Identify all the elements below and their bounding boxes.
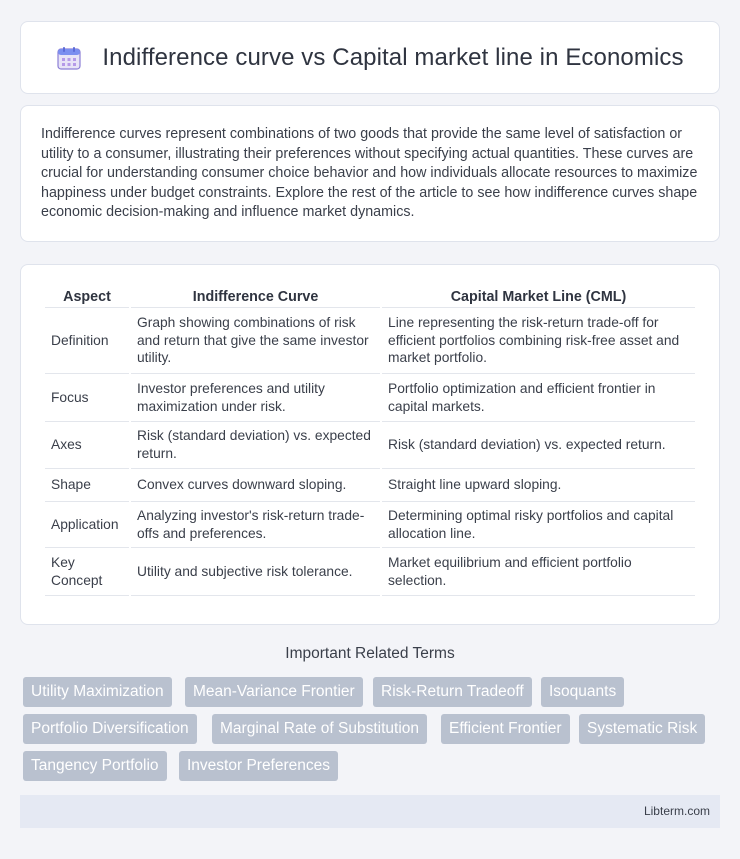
tag-risk-return-tradeoff[interactable]: Risk-Return Tradeoff bbox=[373, 677, 532, 707]
row-capital-market-line: Market equilibrium and efficient portfolio selection. bbox=[382, 548, 695, 596]
tag-investor-preferences[interactable]: Investor Preferences bbox=[179, 751, 338, 781]
row-indifference-curve: Convex curves downward sloping. bbox=[131, 469, 380, 502]
footer-brand[interactable]: Libterm.com bbox=[643, 804, 710, 818]
tag-tangency-portfolio[interactable]: Tangency Portfolio bbox=[23, 751, 167, 781]
page-title: Indifference curve vs Capital market line in Economics bbox=[102, 43, 684, 71]
footer bbox=[20, 795, 720, 828]
calendar-grid-icon bbox=[56, 45, 82, 71]
related-terms-title: Important Related Terms bbox=[285, 645, 455, 662]
tag-efficient-frontier[interactable]: Efficient Frontier bbox=[441, 714, 570, 744]
comparison-table bbox=[43, 285, 697, 596]
tag-portfolio-diversification[interactable]: Portfolio Diversification bbox=[23, 714, 197, 744]
row-capital-market-line: Risk (standard deviation) vs. expected return. bbox=[382, 422, 695, 469]
tag-utility-maximization[interactable]: Utility Maximization bbox=[23, 677, 172, 707]
row-aspect: Axes bbox=[45, 422, 129, 469]
row-indifference-curve: Graph showing combinations of risk and return that give the same investor utility. bbox=[131, 308, 380, 374]
table-row bbox=[45, 548, 695, 596]
row-aspect: Key Concept bbox=[45, 548, 129, 596]
header-capital-market-line: Capital Market Line (CML) bbox=[382, 285, 695, 308]
table-row bbox=[45, 469, 695, 502]
intro-card bbox=[20, 105, 720, 242]
intro-text: Indifference curves represent combinations of two goods that provide the same level of satisfaction or utility to a consumer, illustrating their preferences without specifying actual quantities. These curves are crucial for understanding consumer choice behavior and how individuals allocate resources to maximize happiness under budget constraints. Explore the rest of the article to see how indifference curves shape economic decision-making and influence market dynamics. bbox=[41, 126, 698, 221]
tag-mean-variance-frontier[interactable]: Mean-Variance Frontier bbox=[185, 677, 363, 707]
comparison-table-card bbox=[20, 264, 720, 625]
row-indifference-curve: Investor preferences and utility maximization under risk. bbox=[131, 374, 380, 422]
row-capital-market-line: Determining optimal risky portfolios and capital allocation line. bbox=[382, 502, 695, 548]
row-capital-market-line: Straight line upward sloping. bbox=[382, 469, 695, 502]
table-row bbox=[45, 374, 695, 422]
row-aspect: Shape bbox=[45, 469, 129, 502]
table-header-row bbox=[45, 285, 695, 308]
row-capital-market-line: Portfolio optimization and efficient frontier in capital markets. bbox=[382, 374, 695, 422]
row-indifference-curve: Utility and subjective risk tolerance. bbox=[131, 548, 380, 596]
table-row bbox=[45, 422, 695, 469]
tag-isoquants[interactable]: Isoquants bbox=[541, 677, 624, 707]
row-indifference-curve: Risk (standard deviation) vs. expected return. bbox=[131, 422, 380, 469]
row-aspect: Definition bbox=[45, 308, 129, 374]
table-row bbox=[45, 502, 695, 548]
tag-systematic-risk[interactable]: Systematic Risk bbox=[579, 714, 705, 744]
header-aspect: Aspect bbox=[45, 285, 129, 308]
table-row bbox=[45, 308, 695, 374]
header-card bbox=[20, 21, 720, 94]
row-indifference-curve: Analyzing investor's risk-return trade-offs and preferences. bbox=[131, 502, 380, 548]
tag-marginal-rate-of-substitution[interactable]: Marginal Rate of Substitution bbox=[212, 714, 427, 744]
row-capital-market-line: Line representing the risk-return trade-off for efficient portfolios combining risk-free asset and market portfolio. bbox=[382, 308, 695, 374]
row-aspect: Application bbox=[45, 502, 129, 548]
row-aspect: Focus bbox=[45, 374, 129, 422]
header-indifference-curve: Indifference Curve bbox=[131, 285, 380, 308]
